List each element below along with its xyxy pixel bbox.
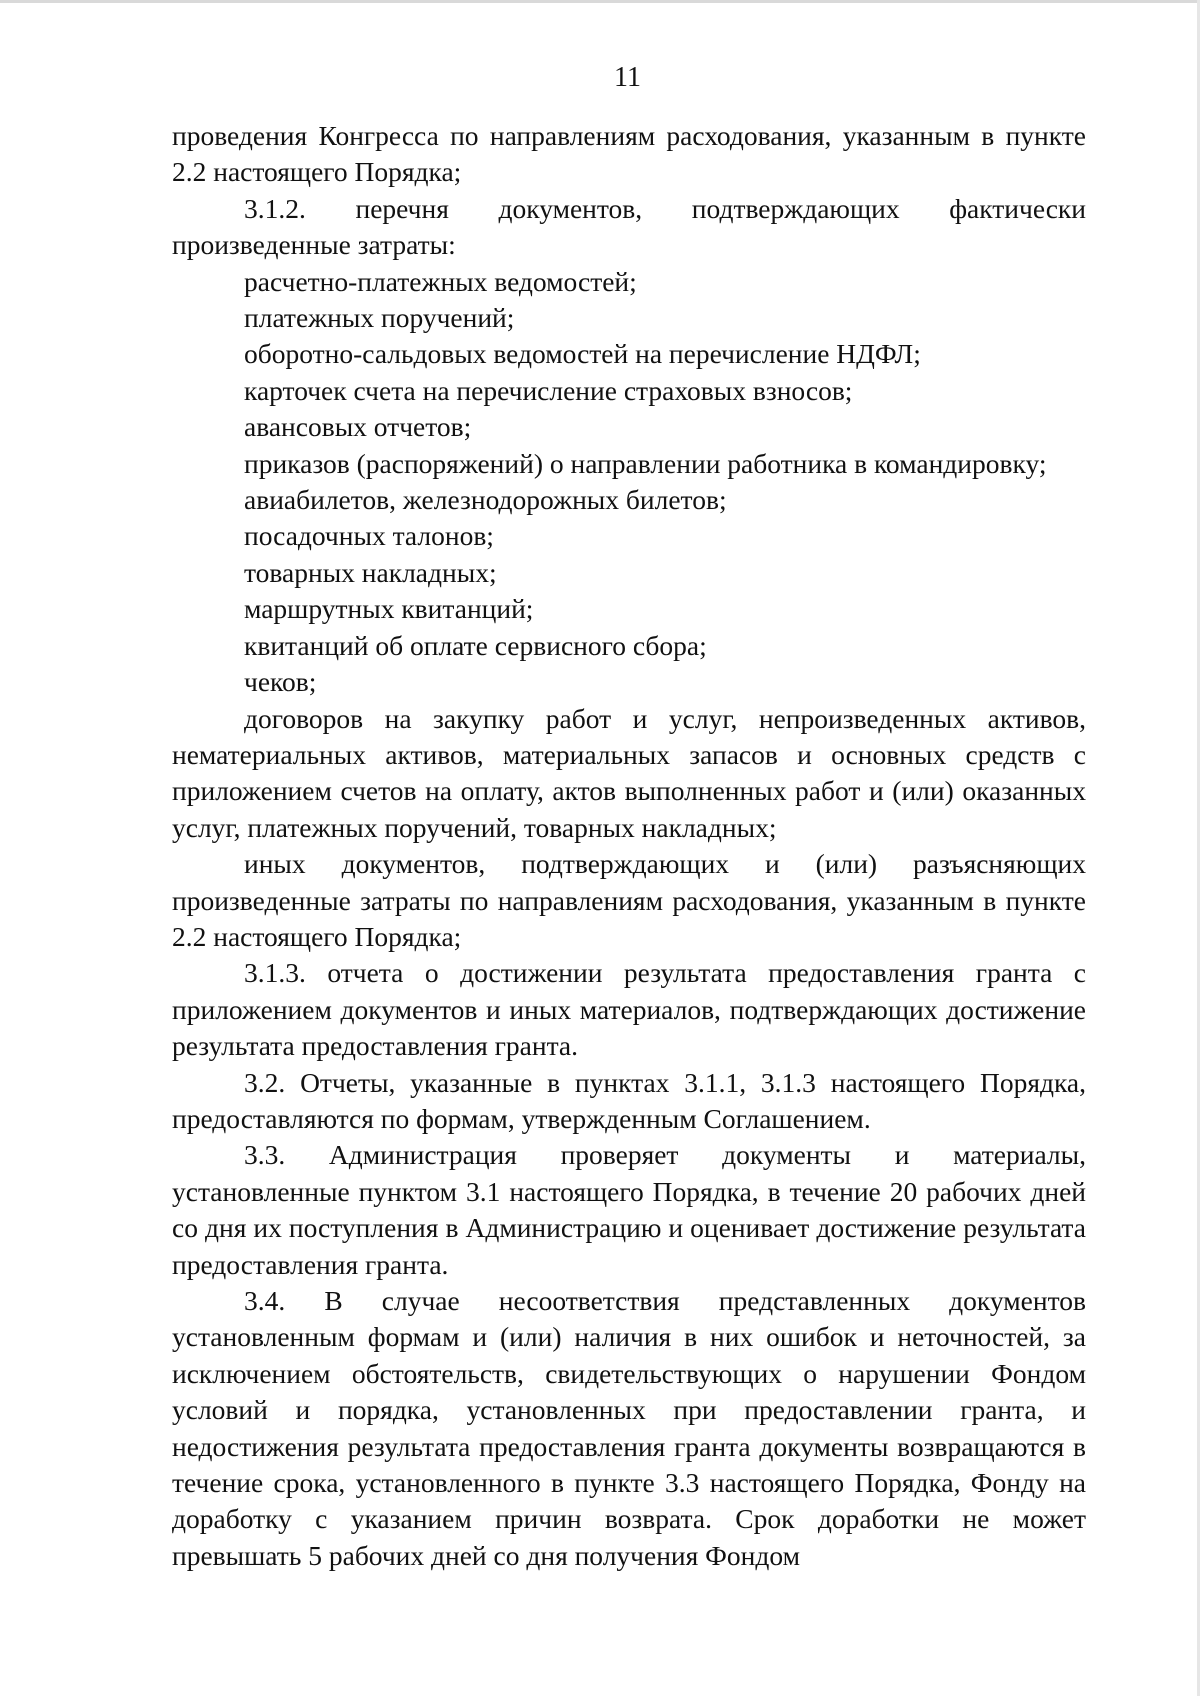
list-item: авиабилетов, железнодорожных билетов; [244,484,727,516]
paragraph-other-documents: иных документов, подтверждающих и (или) разъясняющих произведенные затраты по направлениям расходования, указанным в пункте 2.2 настоящего Порядка; [172,848,1086,952]
paragraph-3-2: 3.2. Отчеты, указанные в пунктах 3.1.1, 3.1.3 настоящего Порядка, предоставляются по формам, утвержденным Соглашением. [172,1066,1086,1134]
document-body [172,118,1086,1574]
list-item: посадочных талонов; [244,520,494,552]
list-item: оборотно-сальдовых ведомостей на перечисление НДФЛ; [244,338,921,370]
paragraph-contracts: договоров на закупку работ и услуг, непроизведенных активов, нематериальных активов, материальных запасов и основных средств с приложением счетов на оплату, актов выполненных работ и (или) оказанных услуг, платежных поручений, товарных накладных; [172,702,1086,843]
list-item: товарных накладных; [244,556,497,588]
list-item: карточек счета на перечисление страховых взносов; [244,374,853,406]
paragraph-3-1-2: 3.1.2. перечня документов, подтверждающих фактически произведенные затраты: [172,192,1086,261]
list-item: чеков; [244,666,317,698]
list-item: квитанций об оплате сервисного сбора; [244,629,707,661]
list-item: авансовых отчетов; [244,411,472,443]
paragraph-continuation: проведения Конгресса по направлениям расходования, указанным в пункте 2.2 настоящего Порядка; [172,120,1086,188]
paragraph-3-4: 3.4. В случае несоответствия представленных документов установленным формам и (или) наличия в них ошибок и неточностей, за исключением обстоятельств, свидетельствующих о нарушении Фондом условий и порядка, установленных при предоставлении гранта, и недостижения результата предоставления гранта документы возвращаются в течение срока, установленного в пункте 3.3 настоящего Порядка, Фонду на доработку с указанием причин возврата. Срок доработки не может превышать 5 рабочих дней со дня получения Фондом [172,1285,1086,1571]
page-number: 11 [614,62,641,93]
list-item: расчетно-платежных ведомостей; [244,265,637,297]
scan-edge-top [0,0,1200,3]
list-item: платежных поручений; [244,302,515,334]
paragraph-3-1-3: 3.1.3. отчета о достижении результата предоставления гранта с приложением документов и иных материалов, подтверждающих достижение результата предоставления гранта. [172,957,1086,1062]
list-item: приказов (распоряжений) о направлении работника в командировку; [244,447,1047,479]
list-item: маршрутных квитанций; [244,593,534,625]
paragraph-3-3: 3.3. Администрация проверяет документы и материалы, установленные пунктом 3.1 настоящего Порядка, в течение 20 рабочих дней со дня их поступления в Администрацию и оценивает достижение результата предоставления гранта. [172,1139,1086,1280]
